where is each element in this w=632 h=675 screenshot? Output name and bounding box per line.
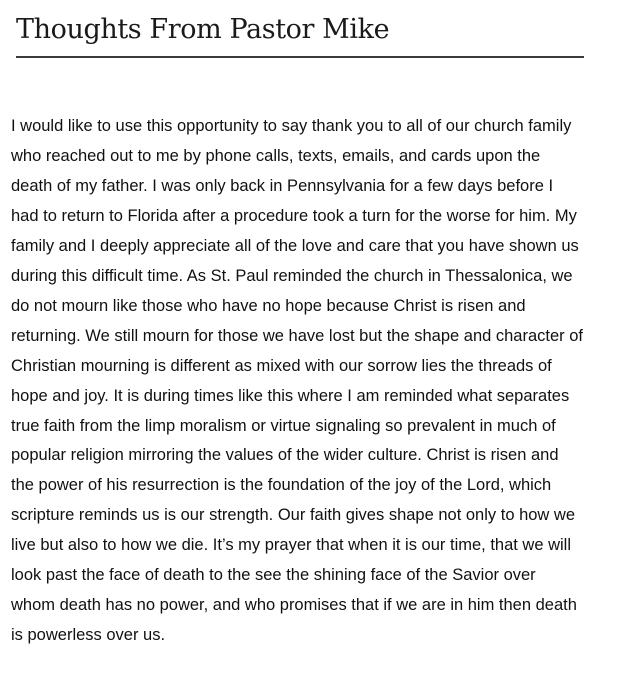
body-line: scripture reminds us is our strength. Our faith gives shape not only to how we [11,506,576,525]
body-line: hope and joy. It is during times like this where I am reminded what separates [11,386,570,405]
body-line: family and I deeply appreciate all of the love and care that you have shown us [11,236,579,255]
body-line: Christian mourning is different as mixed with our sorrow lies the threads of [11,356,552,375]
body-line: popular religion mirroring the values of the wider culture. Christ is risen and [11,446,559,465]
body-line: the power of his resurrection is the foundation of the joy of the Lord, which [11,476,552,495]
body-line: I would like to use this opportunity to say thank you to all of our church family [11,117,572,135]
body-line: live but also to how we die. It’s my prayer that when it is our time, that we will [11,536,572,555]
body-line: is powerless over us. [11,626,166,645]
body-line: whom death has no power, and who promises that if we are in him then death [11,596,577,615]
body-line: returning. We still mourn for those we have lost but the shape and character of [11,326,584,345]
body-line: look past the face of death to the see the shining face of the Savior over [11,566,536,585]
body-line: during this difficult time. As St. Paul reminded the church in Thessalonica, we [11,266,573,285]
title-divider [16,56,584,58]
body-line: had to return to Florida after a procedure took a turn for the worse for him. My [11,206,577,225]
page-title: Thoughts From Pastor Mike [16,14,390,45]
body-line: true faith from the limp moralism or virtue signaling so prevalent in much of [11,416,556,435]
body-line: do not mourn like those who have no hope because Christ is risen and [11,296,526,315]
body-paragraph [11,112,623,651]
body-line: who reached out to me by phone calls, texts, emails, and cards upon the [11,146,541,165]
body-line: death of my father. I was only back in Pennsylvania for a few days before I [11,176,554,195]
